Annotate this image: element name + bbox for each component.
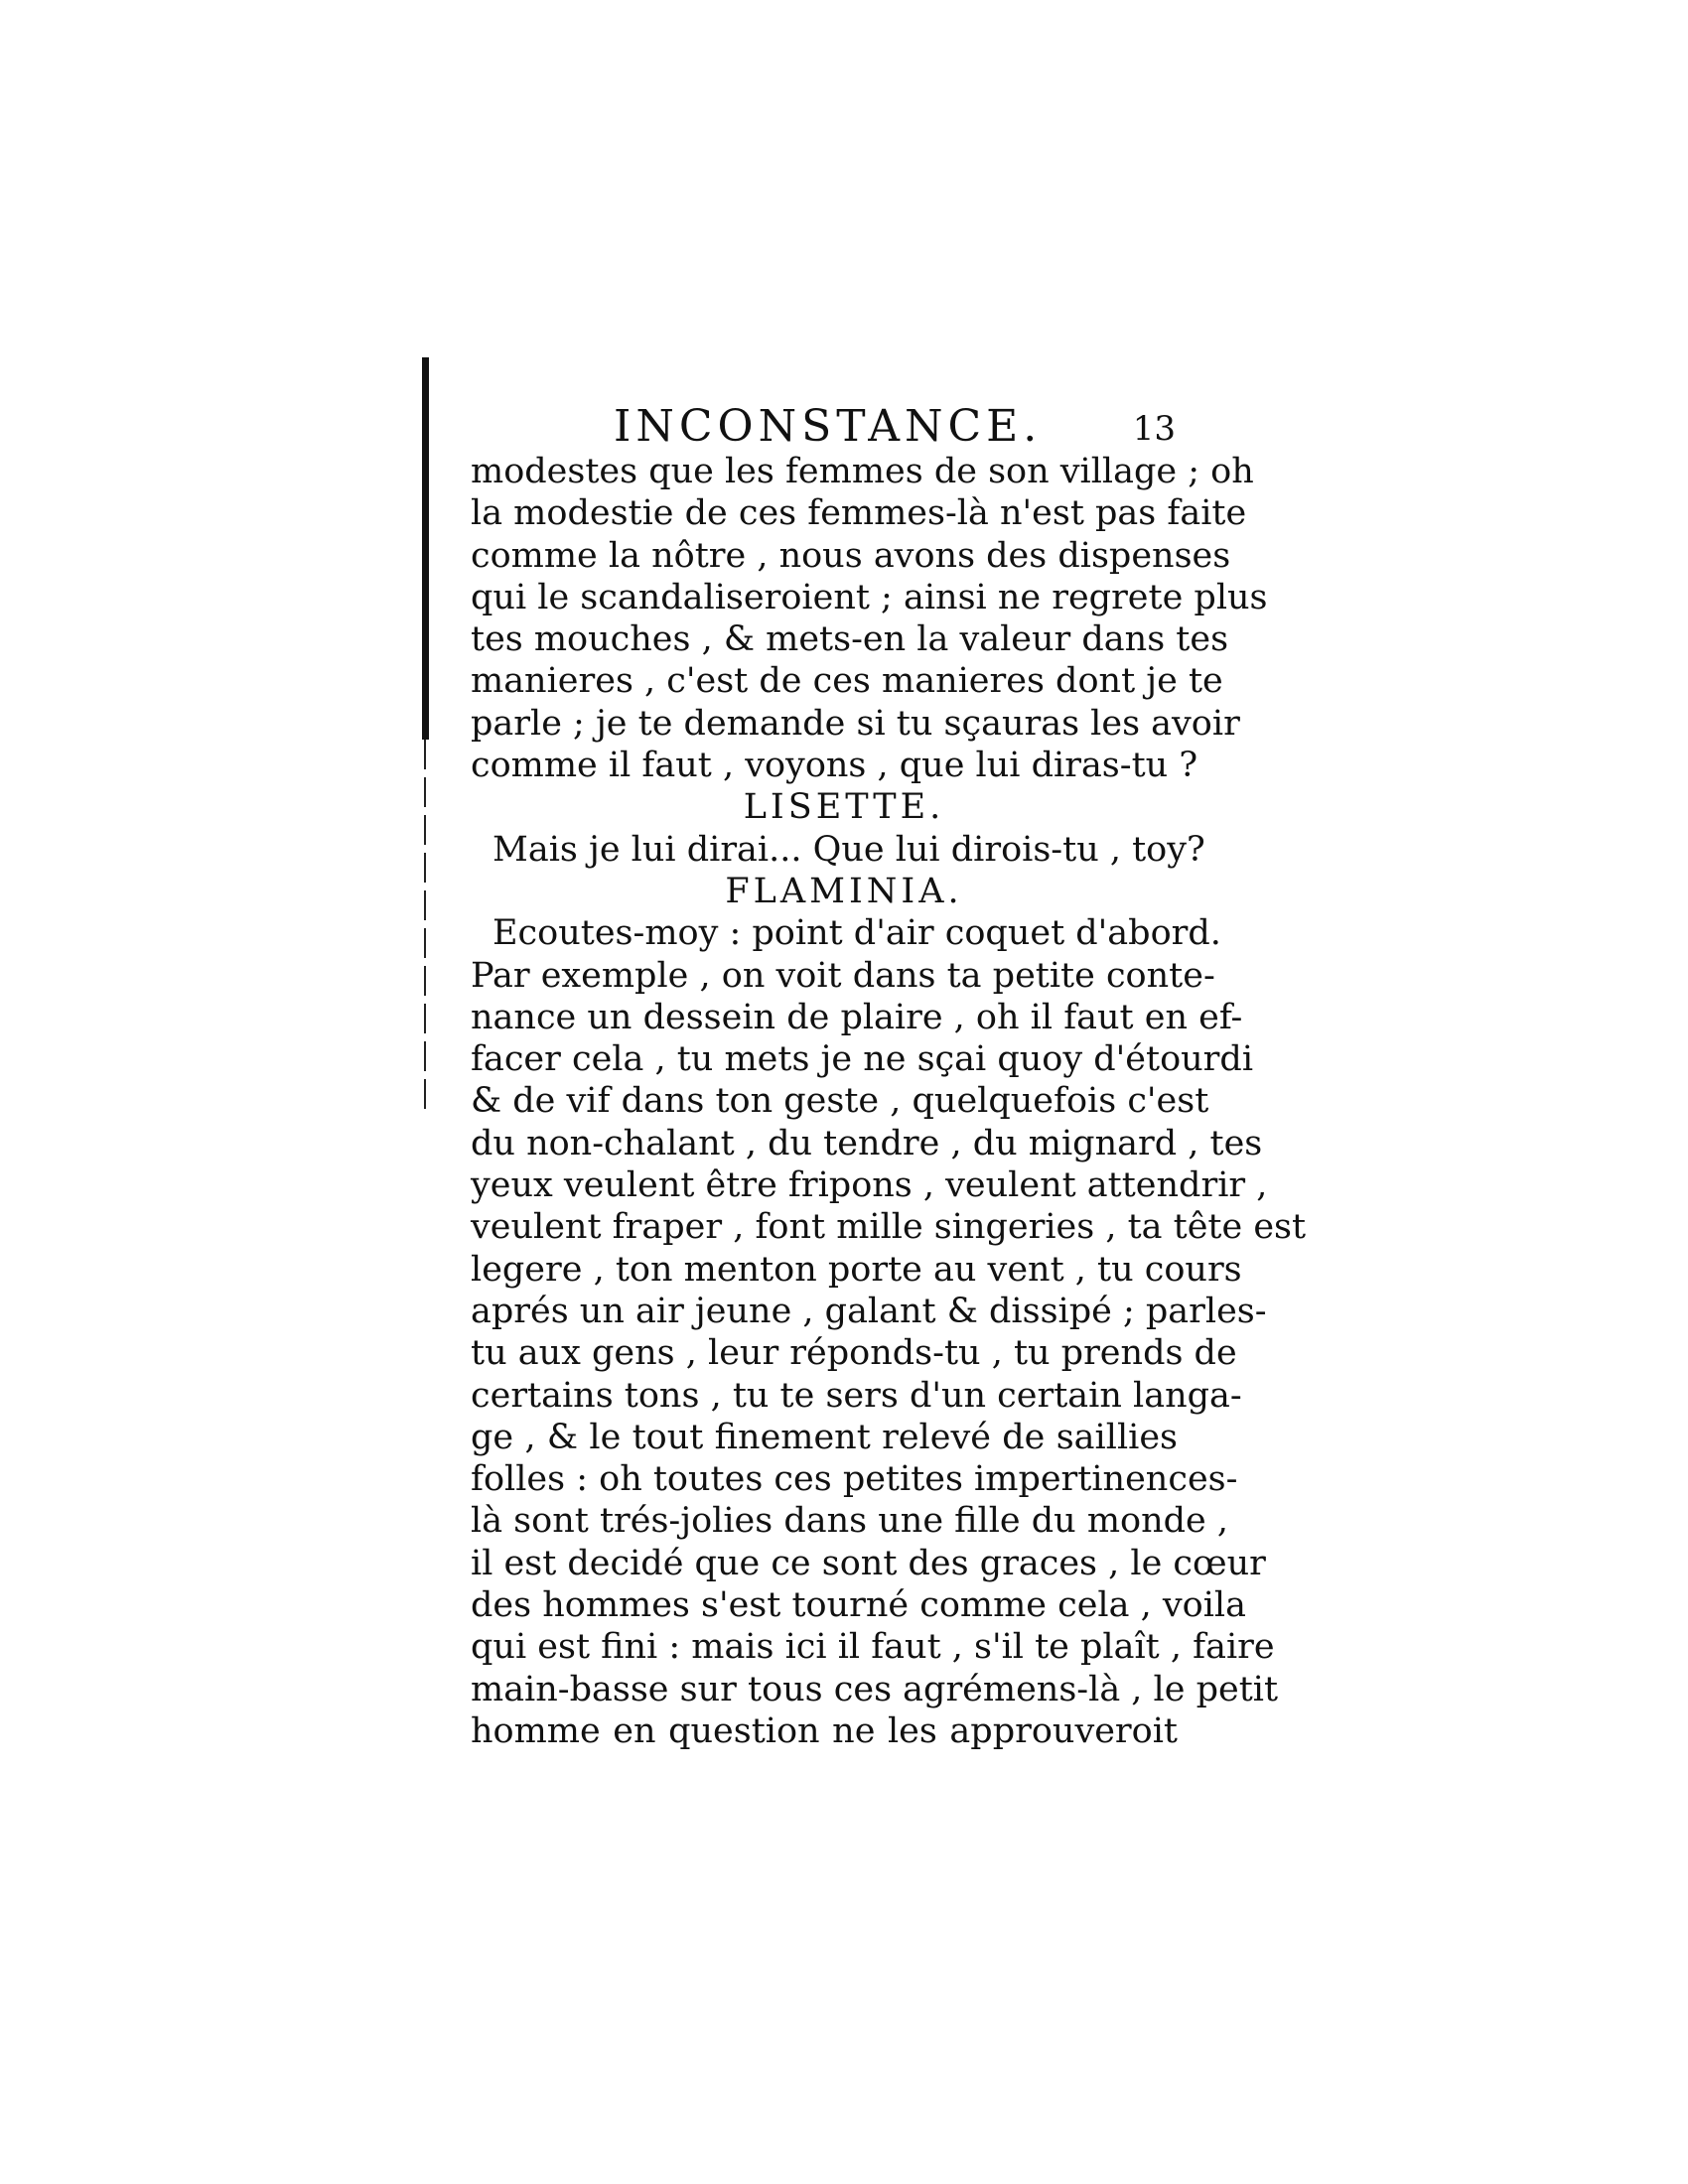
- binding-edge-line: [424, 740, 426, 1117]
- speaker-name: LISETTE.: [743, 787, 945, 828]
- text-line: nance un dessein de plaire , oh il faut en ef-: [471, 997, 1243, 1037]
- text-line: là sont trés-jolies dans une fille du monde ,: [471, 1501, 1228, 1542]
- text-line: la modestie de ces femmes-là n'est pas faite: [471, 493, 1247, 534]
- text-line: yeux veulent être fripons , veulent attendrir ,: [471, 1165, 1268, 1206]
- text-line: du non-chalant , du tendre , du mignard , tes: [471, 1123, 1263, 1163]
- text-line: legere , ton menton porte au vent , tu cours: [471, 1249, 1242, 1290]
- text-line: comme il faut , voyons , que lui diras-tu ?: [471, 746, 1198, 786]
- body-text: [471, 451, 1307, 1752]
- text-line: & de vif dans ton geste , quelquefois c'est: [471, 1081, 1209, 1122]
- page-header: [467, 399, 1182, 455]
- text-line: Par exemple , on voit dans ta petite conte-: [471, 955, 1215, 996]
- text-line: parle ; je te demande si tu sçauras les avoir: [471, 703, 1240, 744]
- text-line: ge , & le tout finement relevé de saillies: [471, 1417, 1178, 1457]
- text-line: il est decidé que ce sont des graces , le cœur: [471, 1543, 1266, 1583]
- text-line: homme en question ne les approuveroit: [471, 1710, 1178, 1751]
- text-line: Mais je lui dirai... Que lui dirois-tu , toy?: [492, 829, 1205, 870]
- text-line: aprés un air jeune , galant & dissipé ; parles-: [471, 1291, 1267, 1331]
- text-line: qui est fini : mais ici il faut , s'il te plaît , faire: [471, 1627, 1275, 1668]
- text-line: qui le scandaliseroient ; ainsi ne regrete plus: [471, 577, 1268, 617]
- text-line: comme la nôtre , nous avons des dispenses: [471, 535, 1231, 576]
- text-line: veulent fraper , font mille singeries , ta tête est: [471, 1207, 1307, 1248]
- running-title: INCONSTANCE.: [614, 401, 1043, 452]
- text-line: Ecoutes-moy : point d'air coquet d'abord.: [492, 913, 1221, 954]
- binding-edge-mark: [422, 357, 429, 740]
- text-line: tu aux gens , leur réponds-tu , tu prends de: [471, 1333, 1237, 1374]
- speaker-name: FLAMINIA.: [725, 871, 963, 911]
- text-line: facer cela , tu mets je ne sçai quoy d'étourdi: [471, 1039, 1254, 1080]
- text-line: main-basse sur tous ces agrémens-là , le petit: [471, 1669, 1279, 1709]
- text-line: certains tons , tu te sers d'un certain langa-: [471, 1375, 1242, 1416]
- page-number: 13: [1132, 409, 1176, 449]
- text-line: manieres , c'est de ces manieres dont je te: [471, 661, 1223, 702]
- text-line: des hommes s'est tourné comme cela , voila: [471, 1585, 1246, 1626]
- text-line: tes mouches , & mets-en la valeur dans tes: [471, 619, 1229, 660]
- text-line: folles : oh toutes ces petites impertinences-: [471, 1459, 1238, 1500]
- text-line: modestes que les femmes de son village ; oh: [471, 452, 1254, 491]
